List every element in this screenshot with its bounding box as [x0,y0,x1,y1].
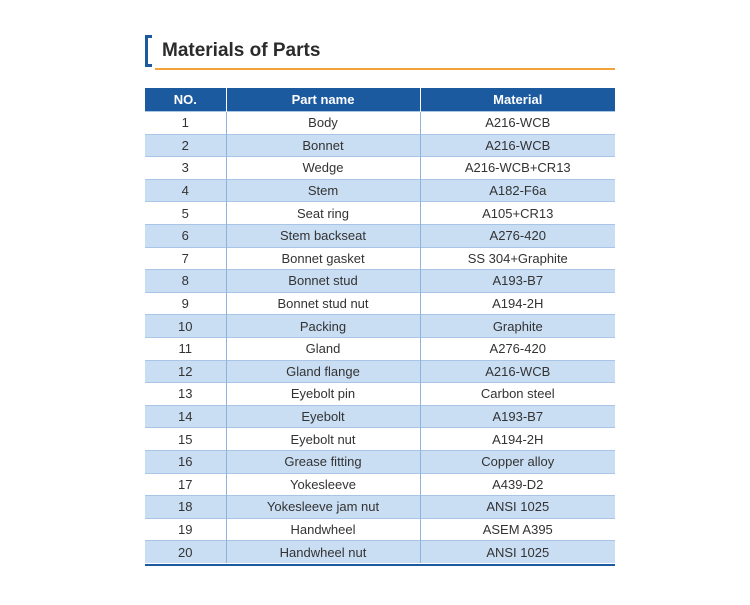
cell-material: A276-420 [420,224,615,247]
cell-no: 14 [145,405,226,428]
cell-part-name: Stem backseat [226,224,420,247]
cell-no: 13 [145,383,226,406]
cell-no: 10 [145,315,226,338]
cell-no: 16 [145,450,226,473]
cell-part-name: Stem [226,179,420,202]
cell-no: 17 [145,473,226,496]
title-underline [155,68,615,70]
cell-material: A182-F6a [420,179,615,202]
cell-no: 2 [145,134,226,157]
cell-part-name: Wedge [226,157,420,180]
table-row [145,541,615,563]
cell-part-name: Grease fitting [226,450,420,473]
cell-part-name: Bonnet stud [226,270,420,293]
table-row [145,337,615,360]
table-row [145,428,615,451]
table-bottom-rule [145,564,615,566]
cell-material: Copper alloy [420,450,615,473]
cell-material: Graphite [420,315,615,338]
cell-part-name: Body [226,112,420,135]
cell-material: A276-420 [420,337,615,360]
cell-no: 9 [145,292,226,315]
column-header-no: NO. [145,88,226,112]
heading-bracket-icon [145,35,152,67]
cell-part-name: Bonnet stud nut [226,292,420,315]
table-row [145,270,615,293]
cell-part-name: Eyebolt nut [226,428,420,451]
cell-material: ANSI 1025 [420,541,615,563]
cell-material: A216-WCB [420,360,615,383]
table-row [145,450,615,473]
cell-part-name: Handwheel [226,518,420,541]
cell-material: A193-B7 [420,405,615,428]
cell-part-name: Eyebolt [226,405,420,428]
table-row [145,112,615,135]
cell-no: 5 [145,202,226,225]
cell-material: A194-2H [420,292,615,315]
cell-part-name: Eyebolt pin [226,383,420,406]
page-title: Materials of Parts [162,40,321,61]
cell-material: A216-WCB [420,134,615,157]
cell-part-name: Gland [226,337,420,360]
table-row [145,518,615,541]
column-header-material: Material [420,88,615,112]
table-row [145,315,615,338]
table-row [145,360,615,383]
cell-no: 4 [145,179,226,202]
table-row [145,202,615,225]
table-row [145,247,615,270]
cell-no: 11 [145,337,226,360]
cell-no: 6 [145,224,226,247]
cell-part-name: Handwheel nut [226,541,420,563]
table-body [145,112,615,563]
cell-no: 1 [145,112,226,135]
table-row [145,134,615,157]
cell-material: A439-D2 [420,473,615,496]
cell-part-name: Bonnet [226,134,420,157]
cell-material: A105+CR13 [420,202,615,225]
table-row [145,473,615,496]
cell-material: A216-WCB+CR13 [420,157,615,180]
cell-material: A193-B7 [420,270,615,293]
cell-no: 7 [145,247,226,270]
cell-material: A216-WCB [420,112,615,135]
table-row [145,224,615,247]
cell-no: 19 [145,518,226,541]
cell-material: ANSI 1025 [420,496,615,519]
cell-material: SS 304+Graphite [420,247,615,270]
cell-no: 20 [145,541,226,563]
cell-part-name: Gland flange [226,360,420,383]
table-row [145,405,615,428]
materials-table [145,88,615,563]
table-row [145,157,615,180]
cell-no: 15 [145,428,226,451]
cell-no: 18 [145,496,226,519]
cell-no: 3 [145,157,226,180]
materials-section [145,33,615,560]
cell-no: 8 [145,270,226,293]
cell-no: 12 [145,360,226,383]
cell-part-name: Seat ring [226,202,420,225]
cell-part-name: Bonnet gasket [226,247,420,270]
table-row [145,292,615,315]
table-row [145,383,615,406]
column-header-part-name: Part name [226,88,420,112]
cell-material: ASEM A395 [420,518,615,541]
cell-part-name: Yokesleeve [226,473,420,496]
cell-part-name: Yokesleeve jam nut [226,496,420,519]
cell-material: A194-2H [420,428,615,451]
cell-material: Carbon steel [420,383,615,406]
table-row [145,179,615,202]
header-row [145,88,615,112]
cell-part-name: Packing [226,315,420,338]
section-heading [145,33,615,70]
table-row [145,496,615,519]
table-header [145,88,615,112]
